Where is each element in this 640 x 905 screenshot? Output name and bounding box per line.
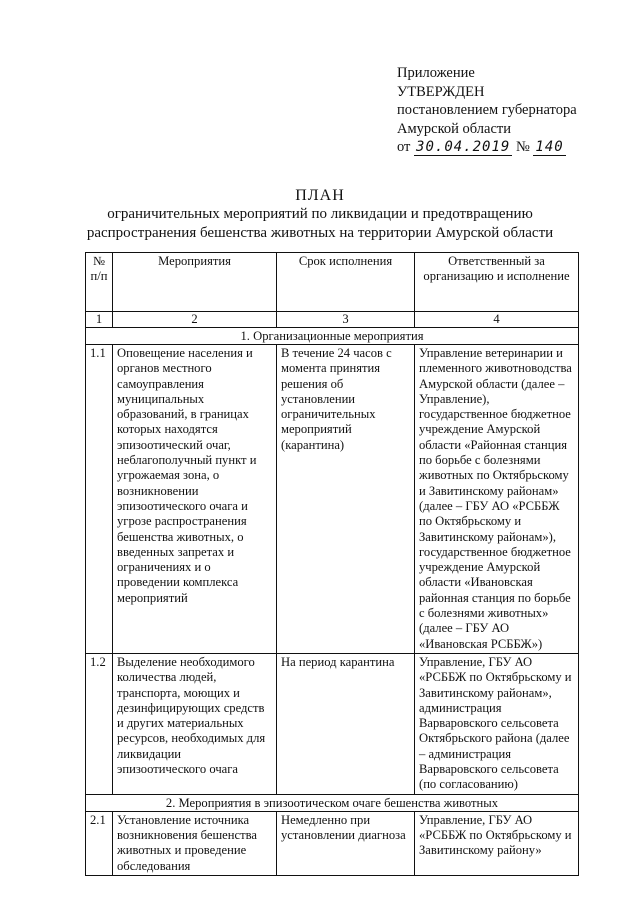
header-number: № п/п bbox=[86, 253, 113, 312]
header-term: Срок исполнения bbox=[277, 253, 415, 312]
approval-approved: УТВЕРЖДЕН bbox=[397, 83, 485, 100]
row-action: Установление источника возникновения бешенства животных и проведение обследования bbox=[113, 811, 277, 875]
row-action: Выделение необходимого количества людей, транспорта, моющих и дезинфицирующих средств и других материальных ресурсов, необходимых для ликвидации эпизоотического очага bbox=[113, 653, 277, 794]
row-responsible: Управление ветеринарии и племенного животноводства Амурской области (далее – Управление), государственное бюджетное учреждение Амурской области «Районная станция по борьбе с болезнями животных по Октябрьскому и Завитинскому районам» (далее – ГБУ АО «РСББЖ по Октябрьскому и Завитинскому районам»), государственное бюджетное учреждение Амурской области «Ивановская районная станция по борьбе с болезнями животных» (далее – ГБУ АО «Ивановская РСББЖ») bbox=[415, 345, 579, 654]
row-term: Немедленно при установлении диагноза bbox=[277, 811, 415, 875]
section-title: 1. Организационные мероприятия bbox=[86, 328, 579, 345]
row-term: В течение 24 часов с момента принятия решения об установлении ограничительных мероприятий (карантина) bbox=[277, 345, 415, 654]
column-number-row bbox=[86, 312, 579, 328]
row-responsible: Управление, ГБУ АО «РСББЖ по Октябрьскому и Завитинскому району» bbox=[415, 811, 579, 875]
approval-number: 140 bbox=[535, 139, 564, 155]
approval-block bbox=[397, 64, 577, 157]
col-number: 1 bbox=[86, 312, 113, 328]
section-title: 2. Мероприятия в эпизоотическом очаге бешенства животных bbox=[86, 794, 579, 811]
approval-appendix: Приложение bbox=[397, 65, 475, 81]
row-responsible: Управление, ГБУ АО «РСББЖ по Октябрьскому и Завитинскому районам», администрация Варваровского сельсовета Октябрьского района (далее – администрация Варваровского сельсовета (по согласованию) bbox=[415, 653, 579, 794]
document-subtitle-line1: ограничительных мероприятий по ликвидации и предотвращению bbox=[107, 206, 533, 222]
section-row bbox=[86, 328, 579, 345]
approval-date-line bbox=[397, 138, 577, 157]
header-responsible: Ответственный за организацию и исполнение bbox=[415, 253, 579, 312]
table-row bbox=[86, 811, 579, 875]
approval-resolution: постановлением губернатора bbox=[397, 102, 577, 118]
document-title: ПЛАН bbox=[295, 187, 345, 204]
approval-date: 30.04.2019 bbox=[416, 139, 511, 155]
document-heading bbox=[0, 186, 640, 243]
table-header-row bbox=[86, 253, 579, 312]
row-number: 1.1 bbox=[86, 345, 113, 654]
row-number: 1.2 bbox=[86, 653, 113, 794]
approval-prefix: от bbox=[397, 139, 411, 155]
section-row bbox=[86, 794, 579, 811]
row-action: Оповещение населения и органов местного самоуправления муниципальных образований, в границах которых находятся эпизоотический очаг, неблагополучный пункт и угрожаемая зона, о возникновении эпизоотического очага и угрозе распространения бешенства животных, о введенных запретах и ограничениях и о проведении комплекса мероприятий bbox=[113, 345, 277, 654]
row-term: На период карантина bbox=[277, 653, 415, 794]
col-number: 4 bbox=[415, 312, 579, 328]
col-number: 3 bbox=[277, 312, 415, 328]
plan-table bbox=[85, 252, 579, 876]
table-row bbox=[86, 653, 579, 794]
row-number: 2.1 bbox=[86, 811, 113, 875]
approval-no-label: № bbox=[515, 139, 530, 155]
header-actions: Мероприятия bbox=[113, 253, 277, 312]
document-subtitle-line2: распространения бешенства животных на территории Амурской области bbox=[86, 225, 554, 241]
approval-region: Амурской области bbox=[397, 120, 511, 137]
table-row bbox=[86, 345, 579, 654]
col-number: 2 bbox=[113, 312, 277, 328]
